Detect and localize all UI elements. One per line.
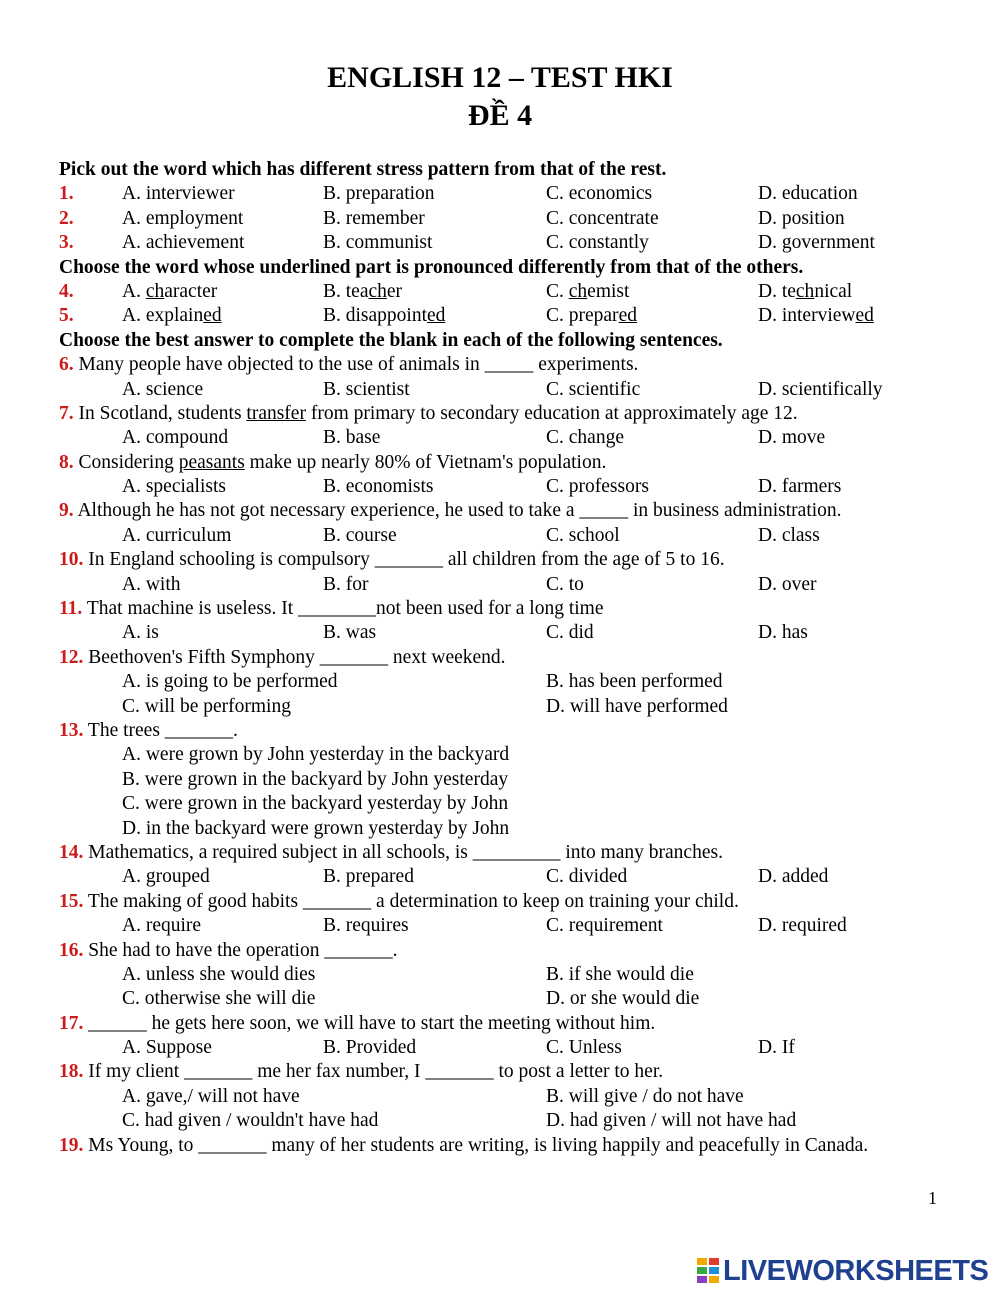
question-stem: 13. The trees _______.	[59, 719, 238, 741]
options-row	[59, 768, 959, 792]
underlined-part: ch	[568, 280, 588, 302]
question-list	[59, 158, 959, 1158]
question-number: 16.	[59, 939, 84, 961]
question-stem: 9. Although he has not got necessary experience, he used to take a _____ in business administration.	[59, 500, 842, 522]
option-a: A. specialists	[122, 476, 226, 498]
question-row	[59, 231, 959, 255]
options-row	[59, 817, 959, 841]
option-d: D. over	[758, 573, 817, 595]
options-row	[59, 378, 959, 402]
question-row	[59, 280, 959, 304]
option-b: B. Provided	[323, 1037, 417, 1059]
option-d: D. in the backyard were grown yesterday by John	[122, 817, 510, 839]
brand-footer[interactable]	[697, 1254, 988, 1288]
options-row	[59, 1085, 959, 1109]
option-a: A. employment	[122, 207, 244, 229]
options-row	[59, 426, 959, 450]
option-b: B. disappointed	[323, 305, 446, 327]
options-row	[59, 573, 959, 597]
question-stem: 15. The making of good habits _______ a determination to keep on training your child.	[59, 890, 739, 912]
option-d: D. education	[758, 183, 858, 205]
question-number: 8.	[59, 451, 74, 473]
question-number: 2.	[59, 207, 74, 229]
option-c: C. to	[546, 573, 584, 595]
option-c: C. economics	[546, 183, 653, 205]
options-row	[59, 914, 959, 938]
option-c: C. constantly	[546, 232, 649, 254]
option-c: C. will be performing	[122, 695, 291, 717]
question-stem: 6. Many people have objected to the use of animals in _____ experiments.	[59, 354, 639, 376]
option-a: A. gave,/ will not have	[122, 1085, 300, 1107]
options-row	[59, 987, 959, 1011]
liveworksheets-logo-icon	[697, 1258, 719, 1284]
option-b: B. has been performed	[546, 671, 723, 693]
option-c: C. Unless	[546, 1037, 622, 1059]
question-number: 3.	[59, 232, 74, 254]
option-c: C. requirement	[546, 915, 663, 937]
option-d: D. added	[758, 866, 829, 888]
option-c: C. change	[546, 427, 624, 449]
question-stem: 7. In Scotland, students transfer from primary to secondary education at approximately age 12.	[59, 402, 798, 424]
question-number: 12.	[59, 646, 84, 668]
options-row	[59, 963, 959, 987]
underlined-part: ch	[795, 280, 815, 302]
question-number: 5.	[59, 305, 74, 327]
option-d: D. position	[758, 207, 845, 229]
options-row	[59, 743, 959, 767]
question-number: 4.	[59, 280, 74, 302]
options-row	[59, 1109, 959, 1133]
option-c: C. concentrate	[546, 207, 659, 229]
option-a: A. interviewer	[122, 183, 235, 205]
question-number: 11.	[59, 598, 83, 620]
option-b: B. communist	[323, 232, 433, 254]
question-number: 6.	[59, 354, 74, 376]
question-stem: 8. Considering peasants make up nearly 80% of Vietnam's population.	[59, 451, 607, 473]
option-b: B. if she would die	[546, 963, 694, 985]
option-b: B. teacher	[323, 280, 403, 302]
section-heading: Choose the word whose underlined part is pronounced differently from that of the others.	[59, 256, 804, 278]
question-number: 14.	[59, 841, 84, 863]
option-d: D. scientifically	[758, 378, 883, 400]
option-a: A. explained	[122, 305, 222, 327]
underlined-part: ed	[427, 305, 446, 327]
option-d: D. If	[758, 1037, 795, 1059]
option-a: A. grouped	[122, 866, 210, 888]
question-number: 9.	[59, 500, 74, 522]
question-stem: 11. That machine is useless. It ________not been used for a long time	[59, 598, 604, 620]
option-a: A. compound	[122, 427, 229, 449]
options-row	[59, 670, 959, 694]
option-b: B. were grown in the backyard by John yesterday	[122, 768, 509, 790]
options-row	[59, 621, 959, 645]
underlined-part: ed	[618, 305, 637, 327]
option-a: A. with	[122, 573, 181, 595]
question-stem: 17. ______ he gets here soon, we will have to start the meeting without him.	[59, 1012, 656, 1034]
question-stem: 18. If my client _______ me her fax number, I _______ to post a letter to her.	[59, 1061, 664, 1083]
options-row	[59, 792, 959, 816]
option-d: D. government	[758, 232, 875, 254]
option-b: B. preparation	[323, 183, 435, 205]
option-a: A. is going to be performed	[122, 671, 338, 693]
question-stem: 19. Ms Young, to _______ many of her students are writing, is living happily and peacefully in Canada.	[59, 1134, 869, 1156]
option-c: C. school	[546, 524, 620, 546]
option-d: D. farmers	[758, 476, 842, 498]
option-d: D. required	[758, 915, 847, 937]
option-d: D. will have performed	[546, 695, 728, 717]
option-a: A. curriculum	[122, 524, 232, 546]
question-stem: 16. She had to have the operation _______.	[59, 939, 398, 961]
question-row	[59, 182, 959, 206]
option-b: B. economists	[323, 476, 434, 498]
option-b: B. course	[323, 524, 397, 546]
option-d: D. move	[758, 427, 826, 449]
options-row	[59, 524, 959, 548]
section-heading: Choose the best answer to complete the blank in each of the following sentences.	[59, 329, 723, 351]
underlined-word: transfer	[246, 402, 306, 424]
option-a: A. is	[122, 622, 159, 644]
question-stem: 12. Beethoven's Fifth Symphony _______ next weekend.	[59, 646, 506, 668]
underlined-part: ed	[855, 305, 874, 327]
option-b: B. prepared	[323, 866, 414, 888]
page-number: 1	[928, 1188, 937, 1208]
options-row	[59, 475, 959, 499]
question-number: 15.	[59, 890, 84, 912]
option-c: C. professors	[546, 476, 649, 498]
question-number: 7.	[59, 402, 74, 424]
option-b: B. remember	[323, 207, 425, 229]
underlined-part: ed	[203, 305, 222, 327]
option-a: A. science	[122, 378, 204, 400]
underlined-part: ch	[145, 280, 165, 302]
question-number: 19.	[59, 1134, 84, 1156]
option-d: D. technical	[758, 280, 853, 302]
question-number: 17.	[59, 1012, 84, 1034]
option-c: C. chemist	[546, 280, 630, 302]
question-number: 18.	[59, 1061, 84, 1083]
option-b: B. for	[323, 573, 369, 595]
underlined-word: peasants	[178, 451, 245, 473]
option-c: C. divided	[546, 866, 628, 888]
option-c: C. prepared	[546, 305, 637, 327]
question-row	[59, 304, 959, 328]
page-title: ENGLISH 12 – TEST HKI	[327, 61, 673, 94]
option-c: C. scientific	[546, 378, 641, 400]
option-d: D. or she would die	[546, 988, 700, 1010]
brand-name: LIVEWORKSHEETS	[723, 1254, 989, 1287]
option-b: B. scientist	[323, 378, 410, 400]
option-c: C. did	[546, 622, 594, 644]
option-a: A. Suppose	[122, 1037, 212, 1059]
options-row	[59, 1036, 959, 1060]
option-c: C. were grown in the backyard yesterday by John	[122, 793, 509, 815]
option-d: D. class	[758, 524, 820, 546]
options-row	[59, 865, 959, 889]
option-b: B. will give / do not have	[546, 1085, 744, 1107]
option-a: A. achievement	[122, 232, 245, 254]
section-heading: Pick out the word which has different stress pattern from that of the rest.	[59, 159, 667, 180]
option-b: B. base	[323, 427, 381, 449]
underlined-part: ch	[368, 280, 387, 302]
option-b: B. was	[323, 622, 377, 644]
option-d: D. has	[758, 622, 808, 644]
question-number: 1.	[59, 183, 74, 205]
question-number: 10.	[59, 549, 84, 571]
option-c: C. otherwise she will die	[122, 988, 316, 1010]
option-b: B. requires	[323, 915, 409, 937]
question-number: 13.	[59, 719, 84, 741]
option-c: C. had given / wouldn't have had	[122, 1110, 379, 1132]
page-subtitle: ĐỀ 4	[467, 99, 533, 132]
option-a: A. unless she would dies	[122, 963, 316, 985]
options-row	[59, 695, 959, 719]
question-stem: 14. Mathematics, a required subject in all schools, is _________ into many branches.	[59, 841, 723, 863]
option-a: A. were grown by John yesterday in the backyard	[122, 744, 510, 766]
option-a: A. require	[122, 915, 202, 937]
option-d: D. interviewed	[758, 305, 874, 327]
question-row	[59, 207, 959, 231]
option-a: A. character	[122, 280, 218, 302]
option-d: D. had given / will not have had	[546, 1110, 797, 1132]
question-stem: 10. In England schooling is compulsory _______ all children from the age of 5 to 16.	[59, 549, 725, 571]
